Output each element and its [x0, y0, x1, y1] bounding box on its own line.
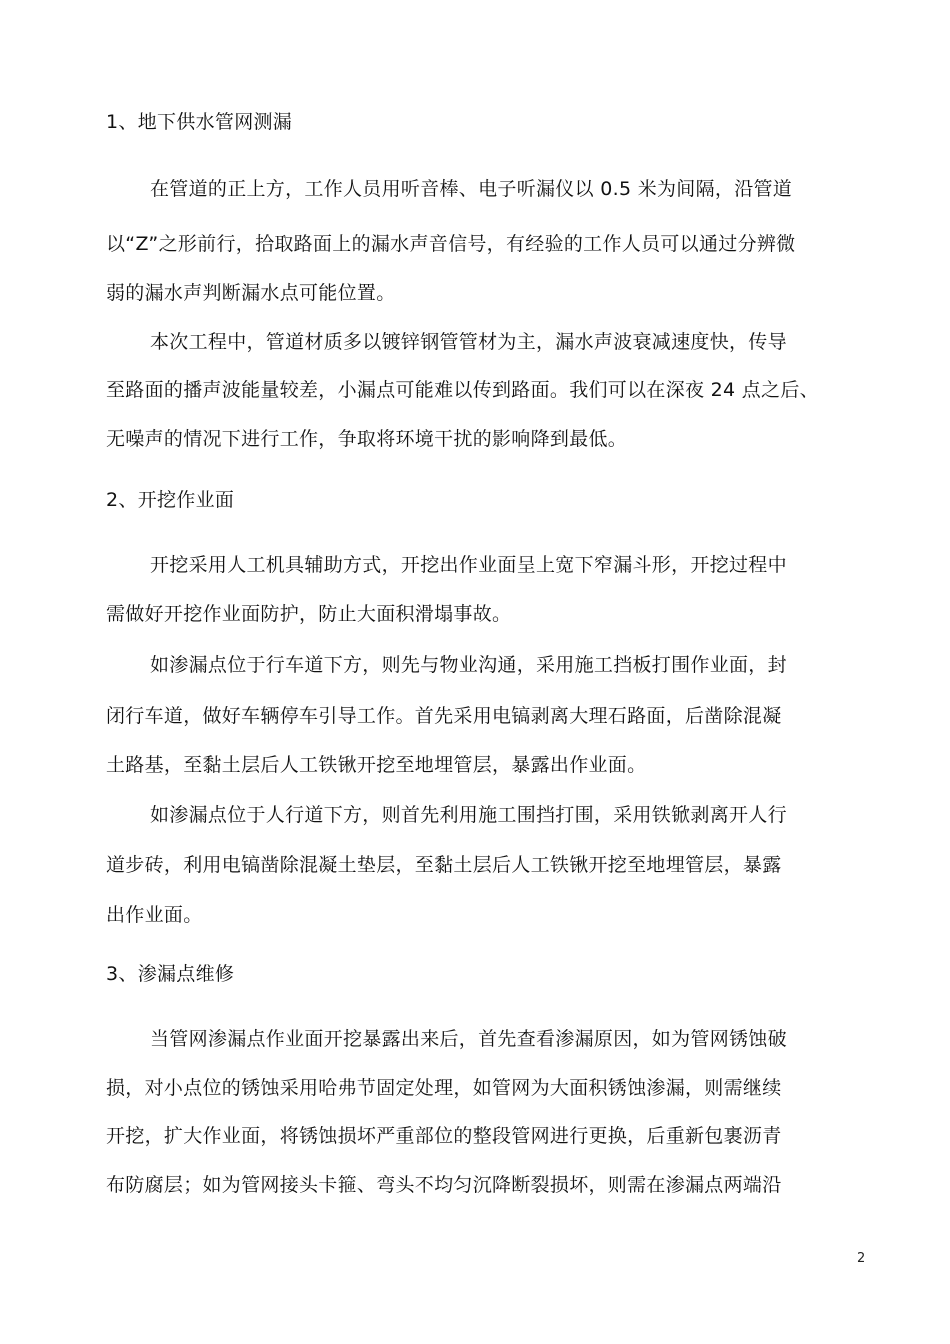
paragraph-line: 以“Z”之形前行，拾取路面上的漏水声音信号，有经验的工作人员可以通过分辨微: [106, 233, 796, 255]
paragraph-line: 无噪声的情况下进行工作，争取将环境干扰的影响降到最低。: [106, 428, 628, 450]
paragraph-line: 开挖，扩大作业面，将锈蚀损坏严重部位的整段管网进行更换，后重新包裹沥青: [106, 1125, 782, 1147]
paragraph-line: 闭行车道，做好车辆停车引导工作。首先采用电镐剥离大理石路面，后凿除混凝: [106, 705, 782, 727]
paragraph-line: 开挖采用人工机具辅助方式，开挖出作业面呈上宽下窄漏斗形，开挖过程中: [150, 554, 787, 576]
paragraph-line: 在管道的正上方，工作人员用听音棒、电子听漏仪以 0.5 米为间隔，沿管道: [150, 178, 793, 200]
paragraph-line: 本次工程中，管道材质多以镀锌钢管管材为主，漏水声波衰减速度快，传导: [150, 331, 787, 353]
paragraph-line: 土路基，至黏土层后人工铁锹开挖至地埋管层，暴露出作业面。: [106, 754, 647, 776]
paragraph-line: 道步砖，利用电镐凿除混凝土垫层，至黏土层后人工铁锹开挖至地埋管层，暴露: [106, 854, 782, 876]
section-heading: 1、地下供水管网测漏: [106, 111, 293, 133]
paragraph-line: 损，对小点位的锈蚀采用哈弗节固定处理，如管网为大面积锈蚀渗漏，则需继续: [106, 1077, 782, 1099]
paragraph-line: 需做好开挖作业面防护，防止大面积滑塌事故。: [106, 603, 512, 625]
paragraph-line: 出作业面。: [106, 904, 203, 926]
paragraph-line: 弱的漏水声判断漏水点可能位置。: [106, 282, 396, 304]
paragraph-line: 至路面的播声波能量较差，小漏点可能难以传到路面。我们可以在深夜 24 点之后、: [106, 379, 819, 401]
paragraph-line: 如渗漏点位于行车道下方，则先与物业沟通，采用施工挡板打围作业面，封: [150, 654, 787, 676]
paragraph-line: 当管网渗漏点作业面开挖暴露出来后，首先查看渗漏原因，如为管网锈蚀破: [150, 1028, 787, 1050]
page-number: 2: [857, 1251, 866, 1266]
paragraph-line: 如渗漏点位于人行道下方，则首先利用施工围挡打围，采用铁锨剥离开人行: [150, 804, 787, 826]
section-heading: 2、开挖作业面: [106, 489, 235, 511]
paragraph-line: 布防腐层；如为管网接头卡箍、弯头不均匀沉降断裂损坏，则需在渗漏点两端沿: [106, 1174, 782, 1196]
section-heading: 3、渗漏点维修: [106, 963, 235, 985]
